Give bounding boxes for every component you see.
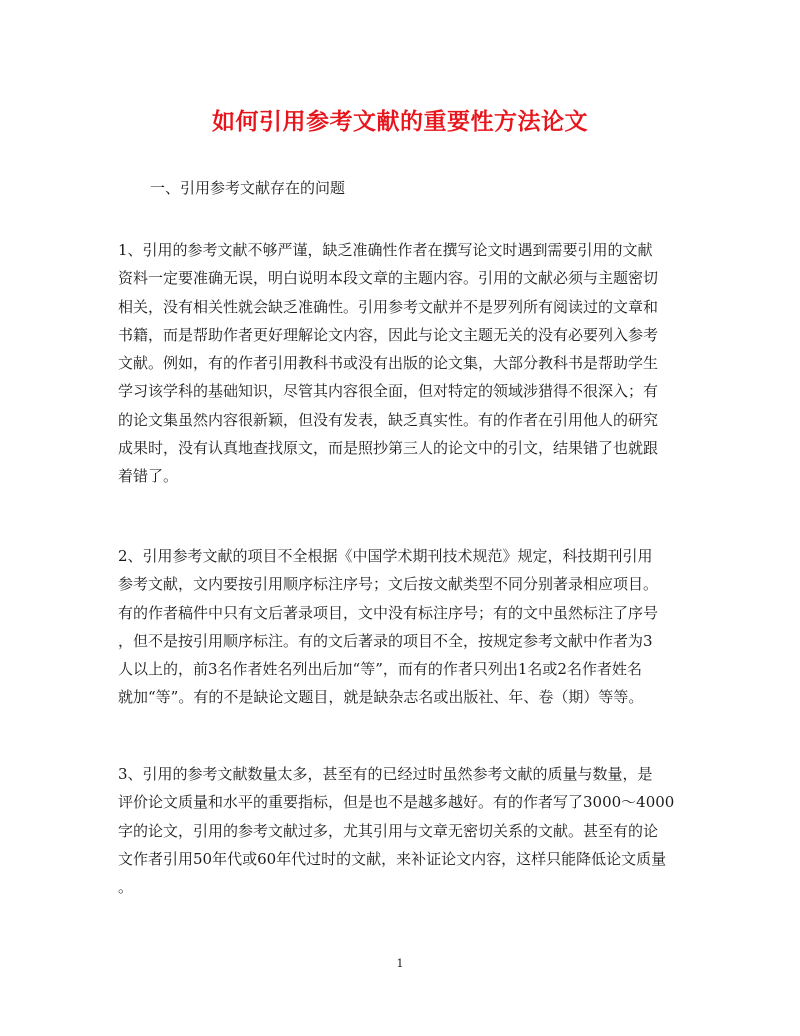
paragraph-line: 学习该学科的基础知识，尽管其内容很全面，但对特定的领域涉猎得不很深入；有 [118, 382, 659, 401]
paragraph-1 [118, 236, 686, 491]
paragraph-line: 成果时，没有认真地查找原文，而是照抄第三人的论文中的引文，结果错了也就跟 [118, 439, 659, 458]
paragraph-line: 着错了。 [118, 467, 179, 486]
paragraph-line: 就加“等”。有的不是缺论文题目，就是缺杂志名或出版社、年、卷（期）等等。 [118, 688, 644, 707]
paragraph-line: 文献。例如，有的作者引用教科书或没有出版的论文集，大部分教科书是帮助学生 [118, 354, 659, 373]
paragraph-line: ，但不是按引用顺序标注。有的文后著录的项目不全，按规定参考文献中作者为3 [118, 631, 653, 650]
paragraph-line: 的论文集虽然内容很新颖，但没有发表，缺乏真实性。有的作者在引用他人的研究 [118, 410, 659, 429]
paragraph-line: 。 [118, 878, 134, 897]
paragraph-line: 相关，没有相关性就会缺乏准确性。引用参考文献并不是罗列所有阅读过的文章和 [118, 297, 659, 316]
paragraph-3 [118, 760, 686, 901]
paragraph-line: 有的作者稿件中只有文后著录项目，文中没有标注序号；有的文中虽然标注了序号 [118, 603, 659, 622]
paragraph-line: 2、引用参考文献的项目不全根据《中国学术期刊技术规范》规定，科技期刊引用 [118, 547, 653, 565]
paragraph-line: 参考文献，文内要按引用顺序标注序号；文后按文献类型不同分别著录相应项目。 [118, 575, 659, 594]
paragraph-line: 文作者引用50年代或60年代过时的文献，来补证论文内容，这样只能降低论文质量 [118, 849, 667, 868]
document-title: 如何引用参考文献的重要性方法论文 [212, 108, 588, 135]
paragraph-line: 1、引用的参考文献不够严谨，缺乏准确性作者在撰写论文时遇到需要引用的文献 [118, 241, 653, 259]
paragraph-line: 资料一定要准确无误，明白说明本段文章的主题内容。引用的文献必须与主题密切 [118, 269, 659, 288]
paragraph-line: 3、引用的参考文献数量太多，甚至有的已经过时虽然参考文献的质量与数量，是 [118, 765, 653, 783]
paragraph-2 [118, 542, 686, 712]
section-heading: 一、引用参考文献存在的问题 [150, 179, 346, 197]
paragraph-line: 人以上的，前3名作者姓名列出后加“等”，而有的作者只列出1名或2名作者姓名 [118, 660, 642, 679]
page-number: 1 [396, 957, 404, 970]
paragraph-line: 书籍，而是帮助作者更好理解论文内容，因此与论文主题无关的没有必要列入参考 [118, 325, 659, 344]
paragraph-line: 评价论文质量和水平的重要指标，但是也不是越多越好。有的作者写了3000～4000 [118, 793, 675, 812]
paragraph-line: 字的论文，引用的参考文献过多，尤其引用与文章无密切关系的文献。甚至有的论 [118, 821, 659, 840]
